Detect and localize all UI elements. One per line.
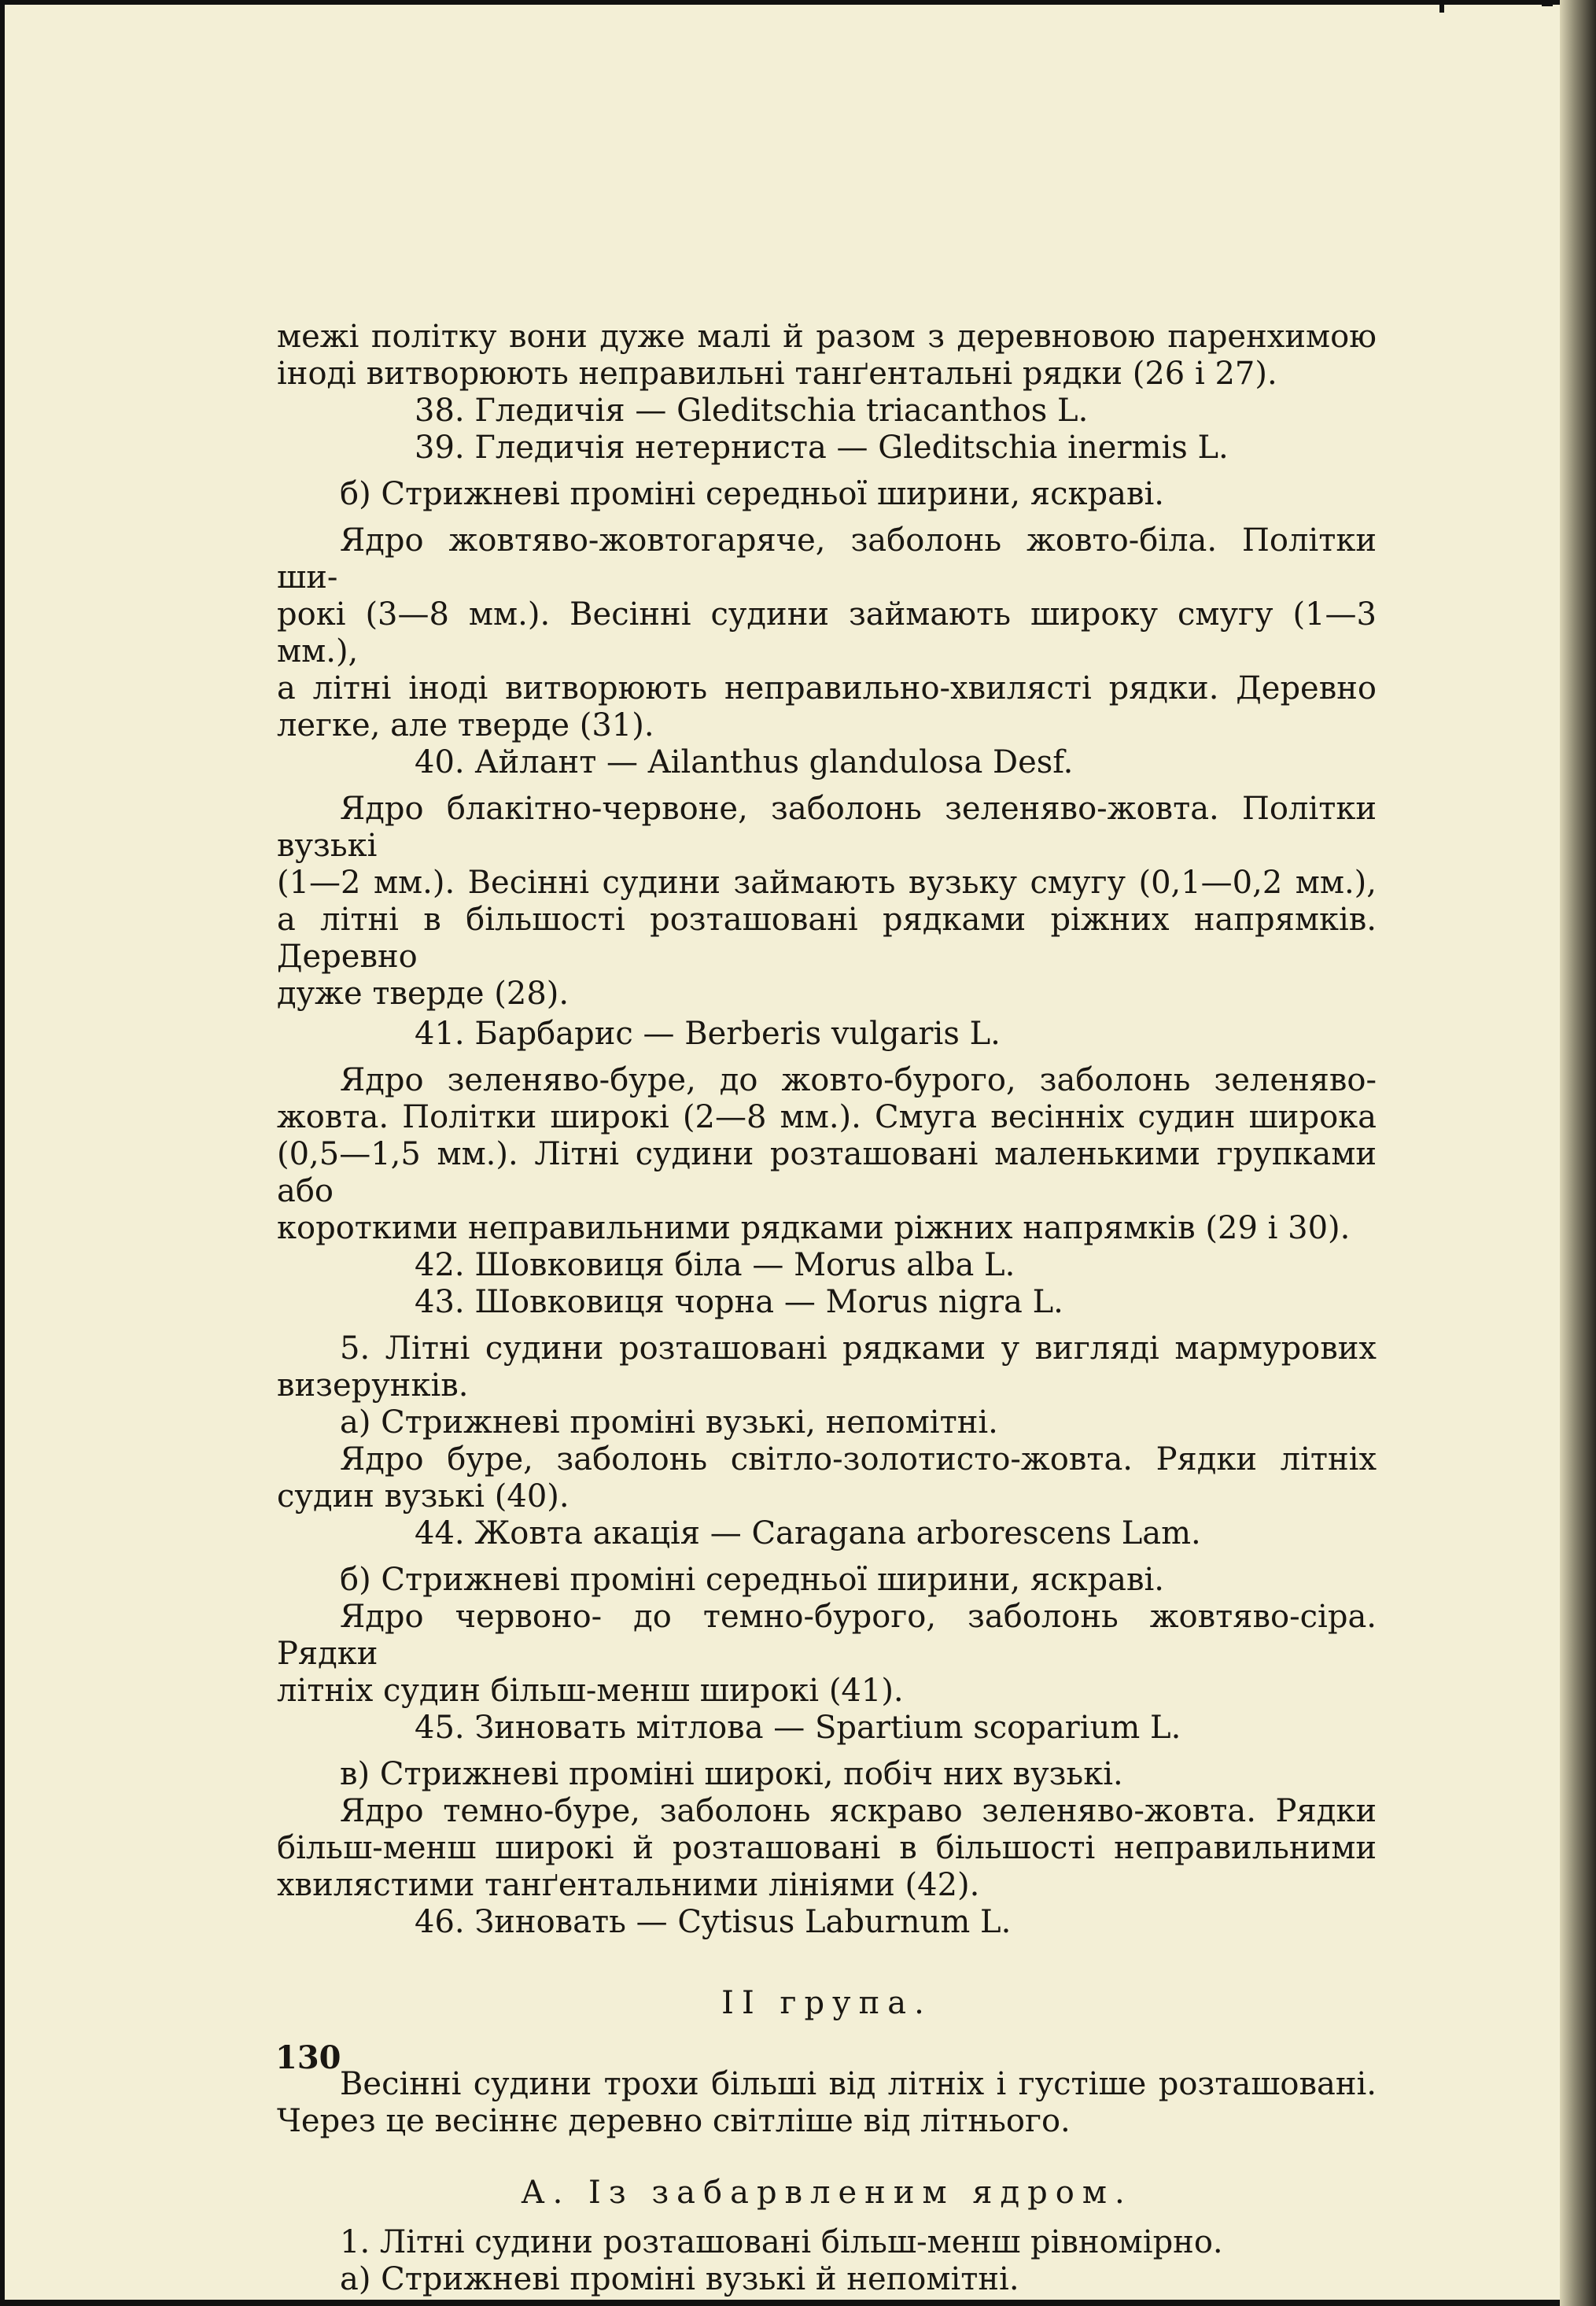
paragraph-line: судин вузькі (40). [277,1478,569,1515]
paragraph-line: Ядро жовтяво-жовтогаряче, заболонь жовто-біла. Політки ши- [277,522,1377,596]
paragraph-line: короткими неправильними рядками ріжних напрямків (29 і 30). [277,1210,1351,1246]
paragraph-line: межі політку вони дуже малі й разом з деревновою паренхимою [277,319,1377,355]
paragraph-line: Ядро зеленяво-буре, до жовто-бурого, заболонь зеленяво- [340,1062,1377,1098]
paragraph-line: рокі (3—8 мм.). Весінні судини займають широку смугу (1—3 мм.), [277,596,1377,670]
species-entry-42: 42. Шовковиця біла — Morus alba L. [415,1247,1015,1283]
section-heading: А. Із забарвленим ядром. [521,2175,1133,2211]
species-entry-43: 43. Шовковиця чорна — Morus nigra L. [415,1284,1063,1320]
page-number: 130 [275,2039,341,2076]
subsection-heading: б) Стрижневі проміні середньої ширини, яскраві. [340,476,1164,512]
species-entry-39: 39. Гледичія нетерниста — Gleditschia inermis L. [415,430,1229,466]
species-entry-41: 41. Барбарис — Berberis vulgaris L. [415,1016,1001,1052]
paragraph-line: хвилястими танґентальними лініями (42). [277,1867,980,1903]
subsection-heading: 5. Літні судини розташовані рядками у вигляді мармурових [340,1330,1377,1367]
subsection-heading: а) Стрижневі проміні вузькі й непомітні. [340,2261,1019,2297]
paragraph-line: жовта. Політки широкі (2—8 мм.). Смуга весінніх судин широка [277,1099,1377,1135]
subsection-heading: в) Стрижневі проміні широкі, побіч них вузькі. [340,1756,1123,1792]
paragraph-line: а літні в більшості розташовані рядками ріжних напрямків. Деревно [277,902,1377,975]
paragraph-line: іноді витворюють неправильні танґентальні рядки (26 і 27). [277,356,1277,392]
scan-border-top [0,0,1596,5]
subsection-heading: 1. Літні судини розташовані більш-менш рівномірно. [340,2224,1223,2260]
species-entry-45: 45. Зиновать мітлова — Spartium scoparium L. [415,1710,1181,1746]
paragraph-line: літніх судин більш-менш широкі (41). [277,1673,904,1709]
paragraph-line: Ядро блакітно-червоне, заболонь зеленяво-жовта. Політки вузькі [277,791,1377,864]
species-entry-44: 44. Жовта акація — Caragana arborescens Lam. [415,1515,1201,1551]
subsection-heading: б) Стрижневі проміні середньої ширини, яскраві. [340,1562,1164,1598]
group-heading: II група. [721,1985,932,2021]
paragraph-line: більш-менш широкі й розташовані в більшості неправильними [277,1830,1377,1866]
paragraph-line: Ядро темно-буре, заболонь яскраво зеленяво-жовта. Рядки [340,1793,1377,1829]
paragraph-line: (0,5—1,5 мм.). Літні судини розташовані маленькими групками або [277,1136,1377,1209]
scan-border-left [0,0,5,2306]
page-text [277,319,1377,2298]
species-entry-46: 46. Зиновать — Cytisus Laburnum L. [415,1904,1012,1940]
paragraph-line: визерунків. [277,1367,469,1404]
book-spine-edge [1560,0,1596,2306]
species-entry-40: 40. Айлант — Ailanthus glandulosa Desf. [415,744,1074,780]
paragraph-line: Весінні судини трохи більші від літніх і густіше розташовані. [340,2066,1377,2102]
scan-corner-mark [1542,0,1553,6]
paragraph-line: легке, але тверде (31). [277,707,654,743]
paragraph-line: Ядро буре, заболонь світло-золотисто-жовта. Рядки літніх [340,1441,1377,1478]
scan-border-bottom [0,2300,1596,2306]
paragraph-line: Ядро червоно- до темно-бурого, заболонь жовтяво-сіра. Рядки [277,1599,1377,1672]
paragraph-line: Через це весіннє деревно світліше від літнього. [277,2103,1071,2139]
paragraph-line: (1—2 мм.). Весінні судини займають вузьку смугу (0,1—0,2 мм.), [277,865,1377,901]
paragraph-line: дуже тверде (28). [277,976,569,1012]
subsection-heading: а) Стрижневі проміні вузькі, непомітні. [340,1404,998,1441]
scan-corner-mark [1439,0,1444,13]
species-entry-38: 38. Гледичія — Gleditschia triacanthos L. [415,393,1089,429]
paragraph-line: а літні іноді витворюють неправильно-хвилясті рядки. Деревно [277,670,1377,707]
